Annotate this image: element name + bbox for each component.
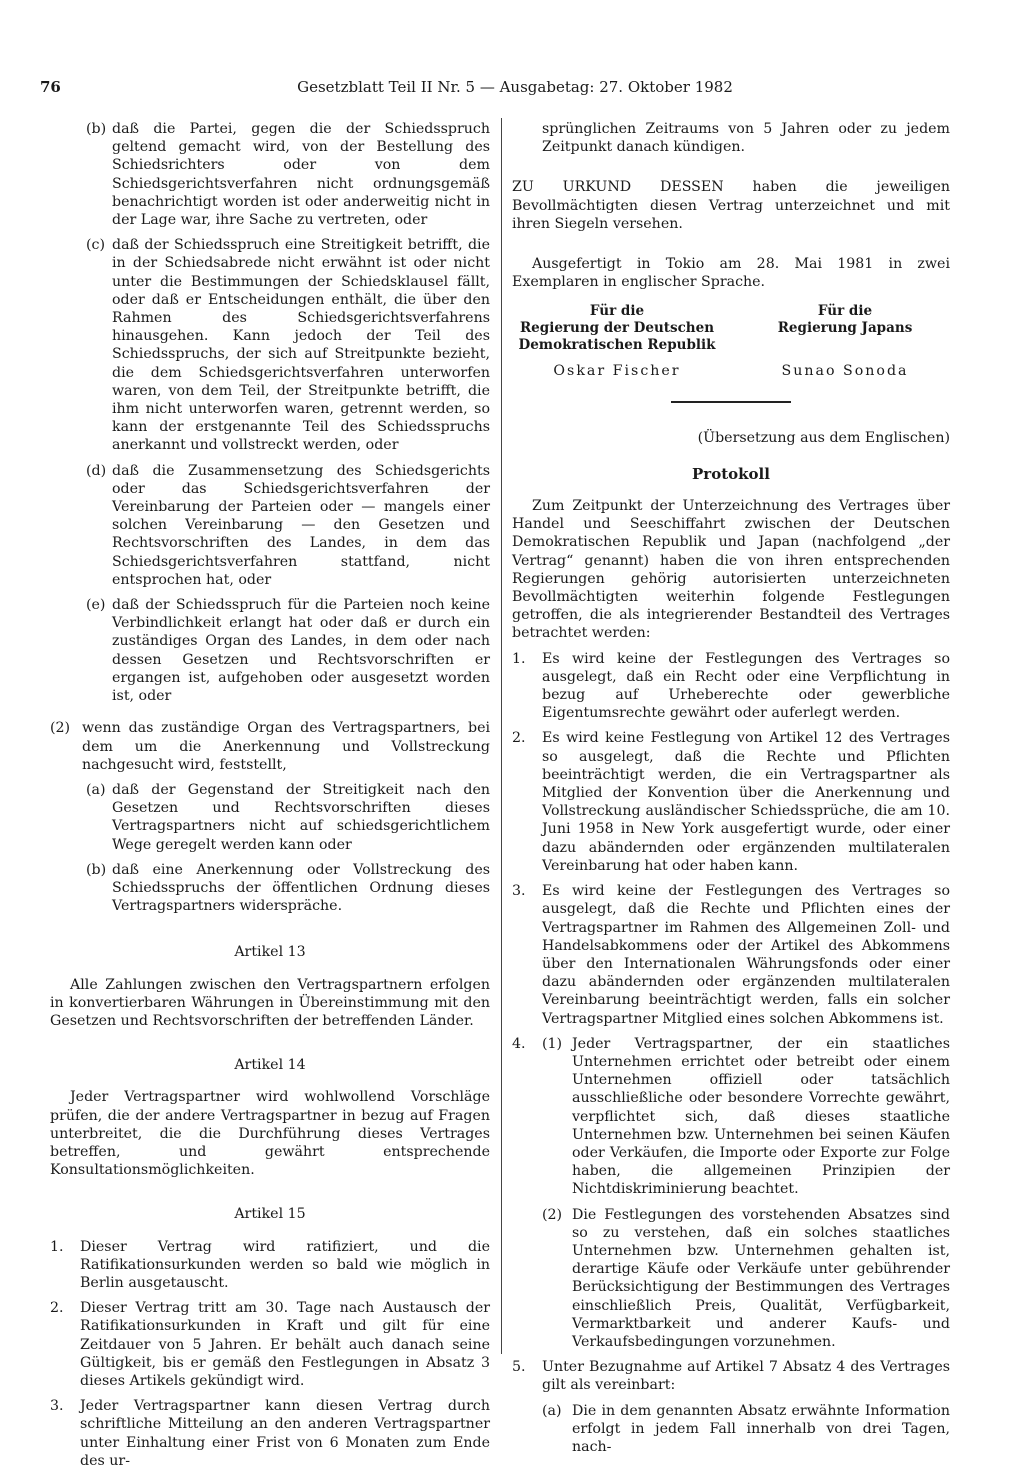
item-number: (1): [542, 1035, 563, 1052]
party-label: [740, 337, 950, 354]
item-number: 3.: [512, 883, 526, 900]
article-14-text: Jeder Vertragspartner wird wohlwollend Vorschläge prüfen, die der andere Vertragspartner in bezug auf Fragen unterbreitet, die die Durchführung dieses Vertrages betreffen, und gewährt entsprechende Konsultationsmöglichkeiten.: [50, 1089, 490, 1179]
item-text: Jeder Vertragspartner, der ein staatliches Unternehmen errichtet oder betreibt oder einem Unternehmen offiziell oder tatsächlich ausschließliche oder besondere Vorrechte gewährt, verpflichtet sich, daß dieses staatliche Unternehmen bzw. Unternehmen bei seinen Käufen oder Verkäufen, die Importe oder Exporte zur Folge haben, die allgemeinen Prinzipien der Nichtdiskriminierung beachtet.: [572, 1035, 950, 1198]
list-item: [512, 1035, 950, 1358]
item-number: (a): [542, 1402, 562, 1419]
list-item: [512, 1358, 950, 1394]
item-text: wenn das zuständige Organ des Vertragspartners, bei dem um die Anerkennung und Vollstreckung nachgesucht wird, feststellt,: [82, 720, 490, 773]
done-at-text: Ausgefertigt in Tokio am 28. Mai 1981 in zwei Exemplaren in englischer Sprache.: [512, 256, 950, 291]
list-item: [512, 729, 950, 875]
in-witness-text: ZU URKUND DESSEN haben die jeweiligen Bevollmächtigten diesen Vertrag unterzeichnet und mit ihren Siegeln versehen.: [512, 179, 950, 232]
item-text: Jeder Vertragspartner kann diesen Vertrag durch schriftliche Mitteilung an den anderen Vertragspartner unter Einhaltung einer Frist von 6 Monaten zum Ende des ur-: [80, 1398, 490, 1469]
item-text: daß die Zusammensetzung des Schiedsgerichts oder das Schiedsgerichtsverfahren der Vereinbarung der Parteien oder — mangels einer solchen Vereinbarung — den Gesetzen und Rechtsvorschriften des Landes, in dem das Schiedsgerichtsverfahren stattfand, nicht entsprochen hat, oder: [112, 462, 490, 588]
item-text: daß der Gegenstand der Streitigkeit nach den Gesetzen und Rechtsvorschriften dieses Vertragspartners nicht auf schiedsgerichtlichem Wege geregelt werden kann oder: [112, 781, 490, 853]
party-label: Demokratischen Republik: [518, 337, 716, 354]
item-number: (a): [86, 781, 106, 798]
list-item: [50, 1397, 490, 1470]
list-item: [50, 719, 490, 774]
item-number: 3.: [50, 1398, 64, 1415]
party-label: Für die: [589, 303, 645, 320]
article-14-heading: Artikel 14: [234, 1057, 306, 1074]
item-subitems: [542, 1035, 950, 1358]
list-item: [50, 781, 490, 854]
article-13-heading: Artikel 13: [234, 944, 306, 961]
article-15-heading: Artikel 15: [234, 1206, 306, 1223]
list-item: [50, 1238, 490, 1293]
item-number: (c): [86, 237, 106, 254]
party-label: Für die: [817, 303, 873, 320]
item-number: (e): [86, 597, 106, 614]
item-number: 4.: [512, 1035, 526, 1052]
item-text: daß der Schiedsspruch für die Parteien noch keine Verbindlichkeit erlangt hat oder daß er durch ein zuständiges Organ des Landes, in dem oder nach dessen Gesetzen und Rechtsvorschriften er ergangen ist, aufgehoben oder ausgesetzt worden ist, oder: [112, 597, 490, 705]
list-item: [512, 1402, 950, 1457]
item-number: (2): [50, 720, 71, 737]
page-header: [40, 78, 990, 102]
item-text: daß eine Anerkennung oder Vollstreckung des Schiedsspruchs der öffentlichen Ordnung dieses Vertragspartners widerspräche.: [112, 861, 490, 915]
list-item: [50, 861, 490, 916]
party-label: Regierung der Deutschen: [519, 320, 715, 337]
continuation-text: sprünglichen Zeitraums von 5 Jahren oder zu jedem Zeitpunkt danach kündigen.: [542, 121, 950, 156]
list-item: [50, 1299, 490, 1390]
item-text: Unter Bezugnahme auf Artikel 7 Absatz 4 des Vertrages gilt als vereinbart:: [542, 1359, 950, 1394]
item-number: (b): [86, 861, 107, 878]
list-item: [50, 236, 490, 454]
item-number: 2.: [512, 730, 526, 747]
left-column: [50, 120, 490, 1477]
item-number: (b): [86, 121, 107, 137]
translation-note: (Übersetzung aus dem Englischen): [697, 429, 950, 446]
list-item: [50, 120, 490, 229]
signature-japan: [740, 303, 950, 380]
item-number: 1.: [512, 650, 526, 667]
item-text: Dieser Vertrag tritt am 30. Tage nach Austausch der Ratifikationsurkunden in Kraft und gilt für eine Zeitdauer von 5 Jahren. Er behält auch danach seine Gültigkeit, bis er gemäß den Festlegungen in Absatz 3 dieses Artikels gekündigt wird.: [80, 1300, 490, 1389]
header-title: Gesetzblatt Teil II Nr. 5 — Ausgabetag: 27. Oktober 1982: [297, 78, 733, 96]
list-item: [512, 650, 950, 723]
item-text: daß der Schiedsspruch eine Streitigkeit betrifft, die in der Schiedsabrede nicht erwähnt ist oder nicht unter die Bestimmungen der Schiedsklausel fällt, oder daß er Entscheidungen enthält, die über den Rahmen des Schiedsgerichtsverfahrens hinausgehen. Kann jedoch der Teil des Schiedsspruchs, der sich auf Streitpunkte bezieht, die dem Schiedsgerichtsverfahren unterworfen waren, von dem Teil, der Streitpunkte betrifft, die ihm nicht unterworfen waren, getrennt werden, so kann der erstgenannte Teil des Schiedsspruchs anerkannt und vollstreckt werden, oder: [112, 237, 490, 454]
item-text: Dieser Vertrag wird ratifiziert, und die Ratifikationsurkunden werden so bald wie möglich in Berlin ausgetauscht.: [80, 1238, 490, 1291]
item-text: Die in dem genannten Absatz erwähnte Information erfolgt in jedem Fall innerhalb von drei Tagen, nach-: [572, 1402, 950, 1455]
item-number: (2): [542, 1206, 563, 1223]
item-number: 1.: [50, 1238, 64, 1255]
list-item: [542, 1206, 950, 1352]
item-number: 2.: [50, 1300, 64, 1317]
item-text: Es wird keine der Festlegungen des Vertrages so ausgelegt, daß die Rechte und Pflichten eines der Vertragspartner im Rahmen des Allgemeinen Zoll- und Handelsabkommens oder der Artikel des Abkommens über den Internationalen Währungsfonds oder einer dazu abändernden oder ergänzenden multilateralen Vereinbarung beeinträchtigt werden, falls ein solcher Vertragspartner Mitglied eines solchen Abkommens ist.: [542, 883, 950, 1027]
item-text: Es wird keine der Festlegungen des Vertrages so ausgelegt, daß ein Recht oder eine Verpflichtung in bezug auf Urheberechte oder gewerbliche Eigentumsrechte gewährt oder auferlegt werden.: [542, 650, 950, 722]
article-13-text: Alle Zahlungen zwischen den Vertragspartnern erfolgen in konvertierbaren Währungen in Übereinstimmung mit den Gesetzen und Rechtsvorschriften der betreffenden Länder.: [50, 976, 490, 1029]
party-label: Regierung Japans: [777, 320, 913, 337]
item-text: Es wird keine Festlegung von Artikel 12 des Vertrages so ausgelegt, daß die Rechte und Pflichten beeinträchtigt werden, die ein Vertragspartner als Mitglied der Konvention über die Anerkennung und Vollstreckung ausländischer Schiedssprüche, die am 10. Juni 1958 in New York ausgefertigt wurde, oder einer dazu abändernden oder ergänzenden multilateralen Vereinbarung hat oder haben kann.: [542, 730, 950, 874]
item-number: (d): [86, 462, 107, 479]
page-number: 76: [40, 78, 61, 96]
list-item: [542, 1035, 950, 1199]
signer-name: Oskar Fischer: [553, 363, 681, 380]
signature-block: [512, 303, 950, 380]
protocol-heading: Protokoll: [692, 464, 770, 483]
signer-name: Sunao Sonoda: [781, 363, 909, 380]
list-item: [512, 882, 950, 1028]
divider-rule: [671, 401, 791, 403]
item-text: daß die Partei, gegen die der Schiedsspruch geltend gemacht wird, von der Bestellung des Schiedsrichters oder von dem Schiedsgerichtsverfahren nicht ordnungsgemäß benachrichtigt worden ist oder anderweitig nicht in der Lage war, ihre Sache zu vertreten, oder: [112, 121, 490, 229]
list-item: [50, 596, 490, 705]
item-text: Die Festlegungen des vorstehenden Absatzes sind so zu verstehen, daß ein solches staatliches Unternehmen bzw. Unternehmen gehalten ist, derartige Käufe oder Verkäufe unter gebührender Berücksichtigung der Bestimmungen des Vertrages einschließlich Preis, Qualität, Verfügbarkeit, Vermarktbarkeit und anderer Kaufs- und Verkaufsbedingungen vorzunehmen.: [572, 1206, 950, 1350]
signature-gdr: [512, 303, 722, 380]
right-column: [512, 120, 950, 1463]
item-number: 5.: [512, 1359, 526, 1376]
list-item: [50, 462, 490, 589]
protocol-intro: Zum Zeitpunkt der Unterzeichnung des Vertrages über Handel und Seeschiffahrt zwischen der Deutschen Demokratischen Republik und Japan (nachfolgend „der Vertrag“ genannt) haben die von ihren entsprechenden Regierungen gehörig autorisierten unterzeichneten Bevollmächtigten weiterhin folgende Festlegungen getroffen, die als integrierender Bestandteil des Vertrages betrachtet werden:: [512, 498, 950, 642]
column-divider: [501, 118, 502, 1354]
